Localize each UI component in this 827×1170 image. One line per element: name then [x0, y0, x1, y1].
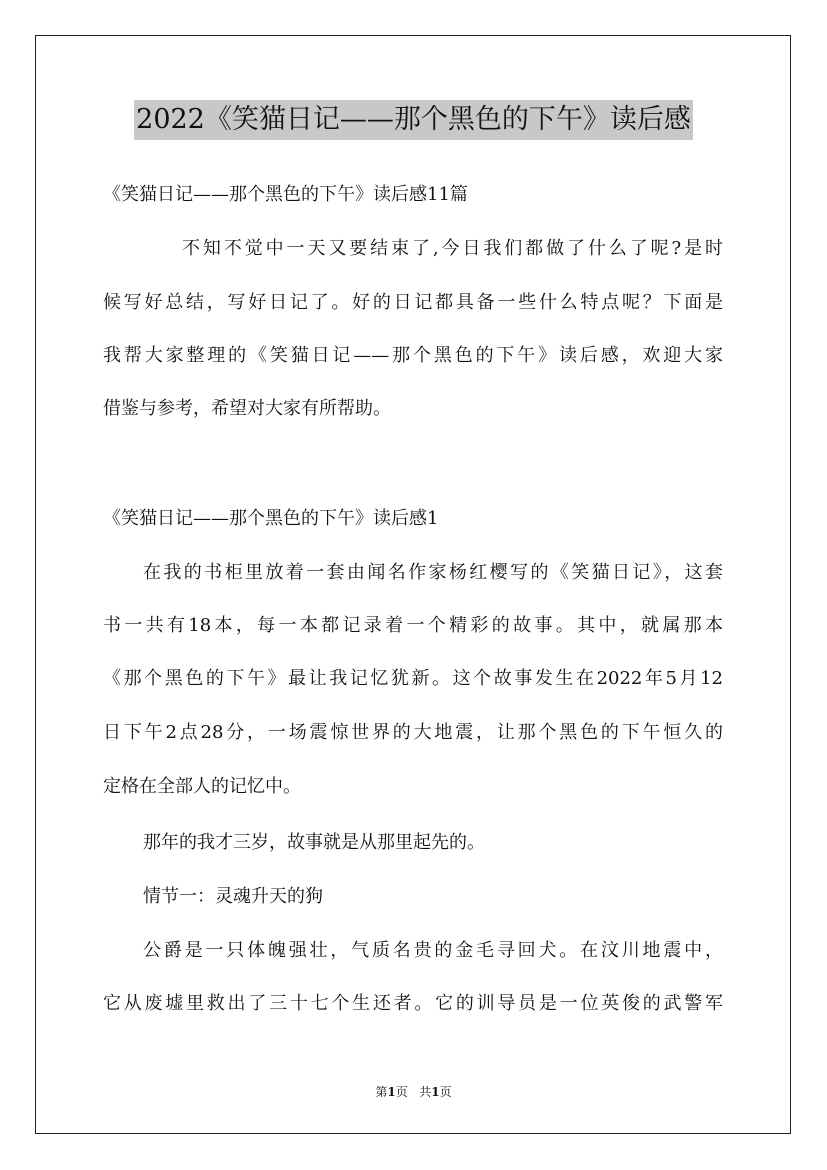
footer-page-current: 1 [387, 1085, 396, 1099]
para1-line-1: 在我的书柜里放着一套由闻名作家杨红樱写的《笑猫日记》，这套 [143, 562, 723, 583]
document-title: 2022《笑猫日记——那个黑色的下午》读后感 [134, 100, 693, 140]
para1-line-4: 日下午2点28分，一场震惊世界的大地震，让那个黑色的下午恒久的 [103, 722, 723, 743]
intro-line-3: 我帮大家整理的《笑猫日记——那个黑色的下午》读后感，欢迎大家 [103, 345, 723, 366]
para4-line-2: 它从废墟里救出了三十七个生还者。它的训导员是一位英俊的武警军 [103, 993, 723, 1014]
para4-line-1: 公爵是一只体魄强壮，气质名贵的金毛寻回犬。在汶川地震中， [143, 940, 723, 961]
para1-line-2: 书一共有18本，每一本都记录着一个精彩的故事。其中，就属那本 [103, 615, 723, 636]
para1-line-3: 《那个黑色的下午》最让我记忆犹新。这个故事发生在2022年5月12 [103, 668, 723, 689]
footer-total-unit: 页 [439, 1085, 452, 1099]
footer-page-unit: 页 [395, 1085, 408, 1099]
title-container [0, 100, 827, 140]
page-footer [0, 1083, 827, 1101]
footer-page-prefix: 第 [375, 1085, 388, 1099]
section-heading: 《笑猫日记——那个黑色的下午》读后感1 [103, 508, 439, 529]
intro-line-2: 候写好总结，写好日记了。好的日记都具备一些什么特点呢？下面是 [103, 292, 723, 313]
para2: 那年的我才三岁，故事就是从那里起先的。 [143, 832, 485, 853]
intro-line-4: 借鉴与参考，希望对大家有所帮助。 [103, 398, 391, 419]
para3-heading: 情节一：灵魂升天的狗 [143, 886, 323, 907]
document-subtitle: 《笑猫日记——那个黑色的下午》读后感11篇 [103, 184, 468, 205]
footer-page-total: 1 [431, 1085, 440, 1099]
para1-line-5: 定格在全部人的记忆中。 [103, 776, 301, 797]
intro-line-1: 不知不觉中一天又要结束了,今日我们都做了什么了呢?是时 [182, 238, 723, 259]
footer-total-prefix: 共 [419, 1085, 432, 1099]
